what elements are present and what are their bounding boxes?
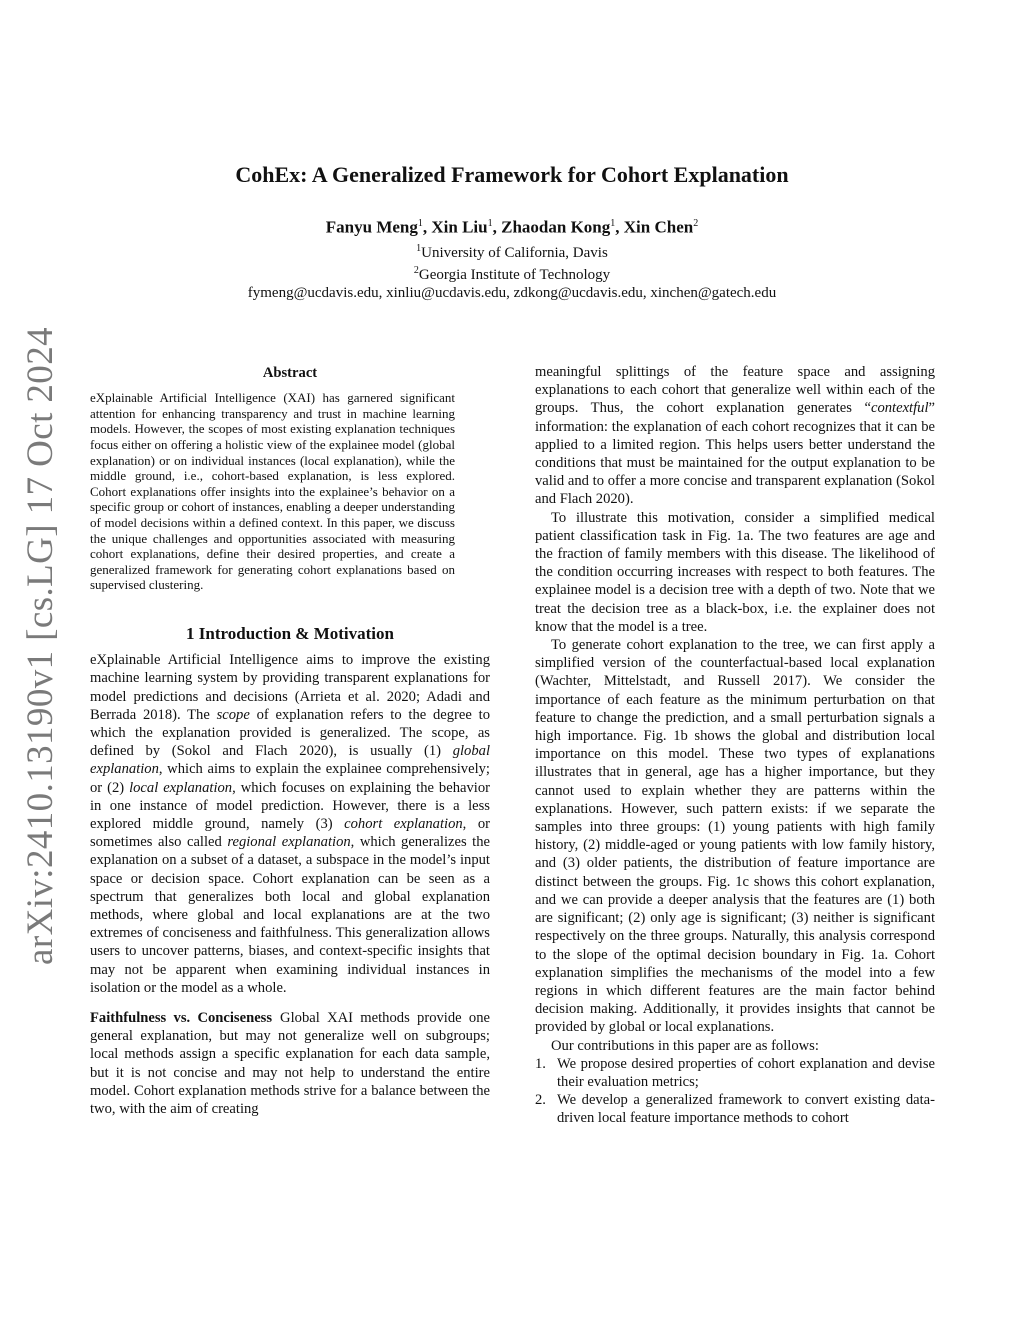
faithfulness-heading: Faithfulness vs. Conciseness — [90, 1009, 273, 1026]
list-item-number: 1. — [535, 1055, 546, 1072]
author-name: Xin Liu — [431, 217, 488, 237]
affiliation-2-sup: 2 — [413, 264, 419, 276]
author-affiliation-mark: 1 — [610, 218, 616, 229]
affiliation-1 — [0, 240, 1024, 262]
motivation-paragraph-3: To generate cohort explanation to the tree, we can first apply a simplified version of the counterfactual-based local explanation (Wachter, Mittelstadt, and Russell 2017). We consider the importance of each feature as the minimum perturbation on that feature to change the prediction, and a small perturbation signals a high importance. Fig. 1b shows the global and distribution local importance on this model. These two types of explanations illustrates that in general, age has a higher importance, but they cannot used to explain whether they are patterns within the explanations. However, such pattern exists: if we separate the samples into three groups: (1) young patients with high family history, (2) middle-aged or young patients with low family history, and (3) older patients, the distribution of feature importance are distinct between the groups. Fig. 1c shows this cohort explanation, and we can provide a deeper analysis that the features are (1) both are significant; (2) only age is significant; (3) neither is significant respectively on the three groups. Naturally, this analysis correspond to the slope of the optimal decision boundary in Fig. 1a. Cohort explanation simplifies the mechanisms of the model into a few regions in which different features are the main factor behind decision making. Additionally, it provides insights that cannot be provided by global or local explanations. — [535, 637, 935, 1036]
emphasis-text: local explanation — [129, 779, 233, 796]
paper-header — [0, 158, 1024, 302]
text-run: meaningful splittings of the feature space and assigning explanations to each cohort that generalize well within each of the groups. Thus, the cohort explanation generates “ — [535, 364, 935, 417]
text-run: eXplainable Artificial Intelligence aims to improve the existing machine learning system by providing transparent explanations for model predictions and decisions (Arrieta et al. 2020; Adadi and Berrada 2018). The — [90, 652, 490, 723]
intro-paragraph-1 — [90, 651, 490, 997]
affiliation-1-name: University of California, Davis — [421, 244, 608, 261]
list-item-text: We develop a generalized framework to convert existing data-driven local feature importance methods to cohort — [557, 1092, 935, 1127]
list-item-text: We propose desired properties of cohort explanation and devise their evaluation metrics; — [557, 1055, 935, 1090]
emphasis-text: cohort explanation — [344, 815, 463, 832]
motivation-paragraph-2: To illustrate this motivation, consider a simplified medical patient classification task in Fig. 1a. The two features are age and the fraction of family members with this disease. The likelihood of the condition occurring increases with respect to both features. The explainee model is a decision tree with a depth of two. Note that we treat the decision tree as a black-box, i.e. the explainer does not know that the model is a tree. — [535, 509, 935, 635]
emphasis-text: scope — [216, 706, 250, 723]
text-run: , which focuses on explaining the behavior in one instance of model prediction. However, there is a less explored middle ground, namely (3) — [90, 779, 490, 832]
contributions-intro: Our contributions in this paper are as follows: — [551, 1037, 819, 1054]
author-emails: fymeng@ucdavis.edu, xinliu@ucdavis.edu, zdkong@ucdavis.edu, xinchen@gatech.edu — [247, 284, 777, 301]
paper-title: CohEx: A Generalized Framework for Cohort Explanation — [235, 162, 789, 187]
list-item — [535, 1091, 935, 1127]
text-run: , which aims to explain the explainee comprehensively; or (2) — [90, 761, 490, 796]
section-1-heading: 1 Introduction & Motivation — [186, 623, 394, 643]
abstract-text: eXplainable Artificial Intelligence (XAI) has garnered significant attention for enhancing transparency and trust in machine learning models. However, the scopes of most existing explanation techniques focus either on offering a holistic view of the explainee model (global explanation) or on individual instances (local explanation), while the middle ground, i.e., cohort-based explanation, is less explored. Cohort explanations offer insights into the explainee’s behavior on a specific group or cohort of instances, enabling a deeper understanding of model decisions within a defined context. In this paper, we discuss the unique challenges and opportunities associated with measuring cohort explanations, define their desired properties, and create a generalized framework for generating cohort explanations based on supervised clustering. — [90, 390, 455, 593]
affiliation-2 — [0, 262, 1024, 284]
affiliation-2-name: Georgia Institute of Technology — [418, 266, 611, 283]
text-run: of explanation refers to the degree to which the explanation provided is generalized. The scope, as defined by (Sokol and Flach 2020), is usually (1) — [90, 706, 490, 760]
arxiv-id-text: arXiv:2410.13190v1 [cs.LG] 17 Oct 2024 — [19, 327, 61, 965]
text-run: , which generalizes the explanation on a subset of a dataset, a subspace in the model’s input space or decision space. Cohort explanation can be seen as a spectrum that generalizes both local and global explanation methods, where global and local explanations are at the two extremes of conciseness and faithfulness. This generalization allows users to uncover patterns, biases, and context-specific insights that may not be apparent when examining individual instances in isolation or the model as a whole. — [90, 834, 491, 996]
abstract-heading: Abstract — [262, 365, 318, 381]
author-affiliation-mark: 2 — [693, 218, 699, 229]
faithfulness-text: Global XAI methods provide one general explanation, but may not generalize well on subgroups; local methods assign a specific explanation for each data sample, but it is not concise and may not help to understand the entire model. Cohort explanation methods strive for a balance between the two, with the aim of creating — [90, 1009, 490, 1117]
author-affiliation-mark: 1 — [417, 218, 423, 229]
emphasis-text: global explanation — [90, 743, 490, 778]
author-list: Fanyu Meng$^1$, Xin Liu$^1$, Zhaodan Kong$^1$, Xin Chen$^2$ — [325, 217, 699, 237]
list-item-number: 2. — [535, 1092, 546, 1109]
emphasis-text: contextful — [870, 400, 929, 417]
contributions-list — [535, 1055, 935, 1128]
motivation-paragraph-1 — [535, 363, 935, 509]
affiliation-1-sup: 1 — [416, 242, 422, 254]
text-run: , or sometimes also called — [90, 815, 490, 851]
author-name: Xin Chen — [623, 217, 694, 237]
list-item — [535, 1055, 935, 1091]
faithfulness-paragraph — [90, 1009, 490, 1118]
text-run: ” information: the explanation of each cohort recognizes that it can be applied to a limited region. This helps users better understand the conditions that must be maintained for the output explanation to be valid and to offer a more concise and transparent explanation (Sokol and Flach 2020). — [535, 400, 935, 508]
right-column — [535, 363, 935, 1128]
author-name: Fanyu Meng — [325, 217, 418, 237]
emphasis-text: regional explanation — [227, 834, 351, 851]
arxiv-identifier-stamp — [8, 327, 72, 965]
author-name: Zhaodan Kong — [501, 217, 611, 237]
left-column — [90, 364, 490, 1118]
author-affiliation-mark: 1 — [487, 218, 493, 229]
